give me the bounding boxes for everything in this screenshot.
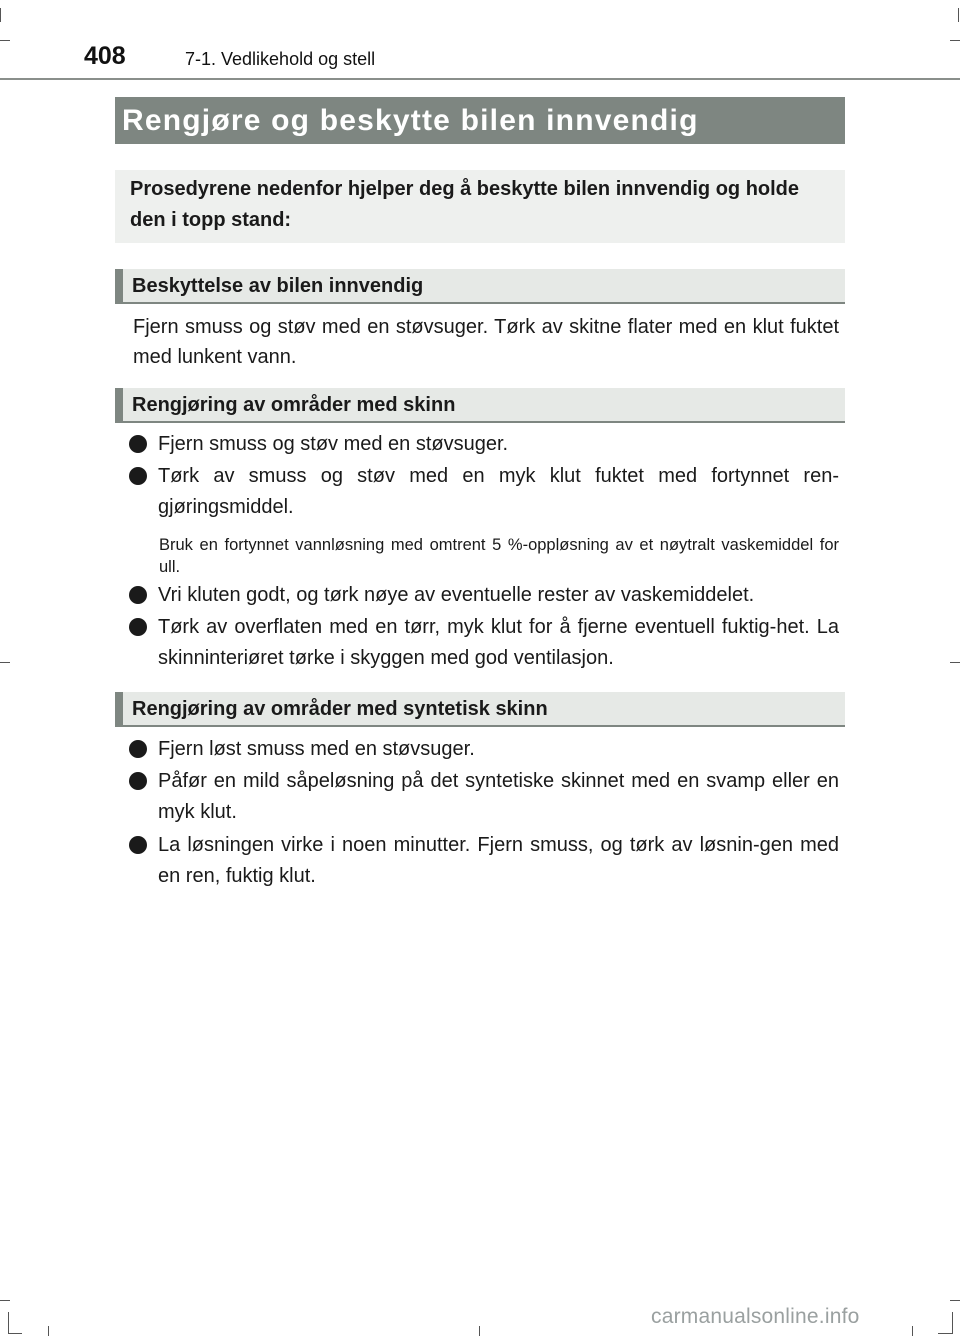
list-item-text: Fjern smuss og støv med en støvsuger. [158,433,509,455]
crop-mark [950,1300,960,1301]
page-title: Rengjøre og beskytte bilen innvendig [115,97,845,144]
section-heading-synthetic-leather: Rengjøring av områder med syntetisk skinn [115,692,845,727]
crop-mark [48,1326,49,1336]
section-paragraph: Fjern smuss og støv med en støvsuger. Tørk av skitne flater med en klut fuktet med lunkent vann. [133,316,839,368]
crop-mark [8,1312,9,1334]
bullet-dot [129,435,147,453]
note-text: Bruk en fortynnet vannløsning med omtrent 5 %-oppløsning av et nøytralt vaskemiddel for ull. [159,536,839,576]
list-item-text: Fjern løst smuss med en støvsuger. [158,738,475,760]
bullet-dot [129,467,147,485]
list-item-text: La løsningen virke i noen minutter. Fjern smuss, og tørk av løsnin-gen med en ren, fuktig klut. [158,834,839,887]
crop-mark [0,8,1,22]
list-item [129,734,839,765]
crop-mark [950,662,960,663]
section-heading-protection: Beskyttelse av bilen innvendig [115,269,845,304]
crop-mark [958,8,959,22]
crop-mark [0,1300,10,1301]
page-header [0,40,960,80]
crop-mark [952,1312,953,1334]
bullet-dot [129,740,147,758]
list-item [129,429,839,460]
crop-mark [0,662,10,663]
crop-mark [8,1333,22,1334]
list-item-text: Tørk av smuss og støv med en myk klut fuktet med fortynnet ren-gjøringsmiddel. [158,465,839,518]
bullet-dot [129,772,147,790]
list-item [129,580,839,611]
crop-mark [479,1326,480,1336]
list-item [129,461,839,523]
list-item [129,612,839,674]
chapter-title: 7-1. Vedlikehold og stell [185,49,376,69]
bullet-dot [129,618,147,636]
bullet-dot [129,836,147,854]
intro-box: Prosedyrene nedenfor hjelper deg å beskytte bilen innvendig og holde den i topp stand: [115,170,845,243]
list-item-text: Vri kluten godt, og tørk nøye av eventuelle rester av vaskemiddelet. [158,584,755,606]
list-item-text: Påfør en mild såpeløsning på det syntetiske skinnet med en svamp eller en myk klut. [158,770,839,823]
header-rule [0,78,960,80]
crop-mark [912,1326,913,1336]
watermark: carmanualsonline.info [651,1305,860,1328]
crop-mark [938,1333,952,1334]
list-item [129,766,839,828]
list-item [129,830,839,892]
page-number: 408 [84,42,126,70]
list-item-text: Tørk av overflaten med en tørr, myk klut for å fjerne eventuell fuktig-het. La skinninteriøret tørke i skyggen med god ventilasjon. [158,616,839,669]
bullet-dot [129,586,147,604]
section-heading-leather: Rengjøring av områder med skinn [115,388,845,423]
